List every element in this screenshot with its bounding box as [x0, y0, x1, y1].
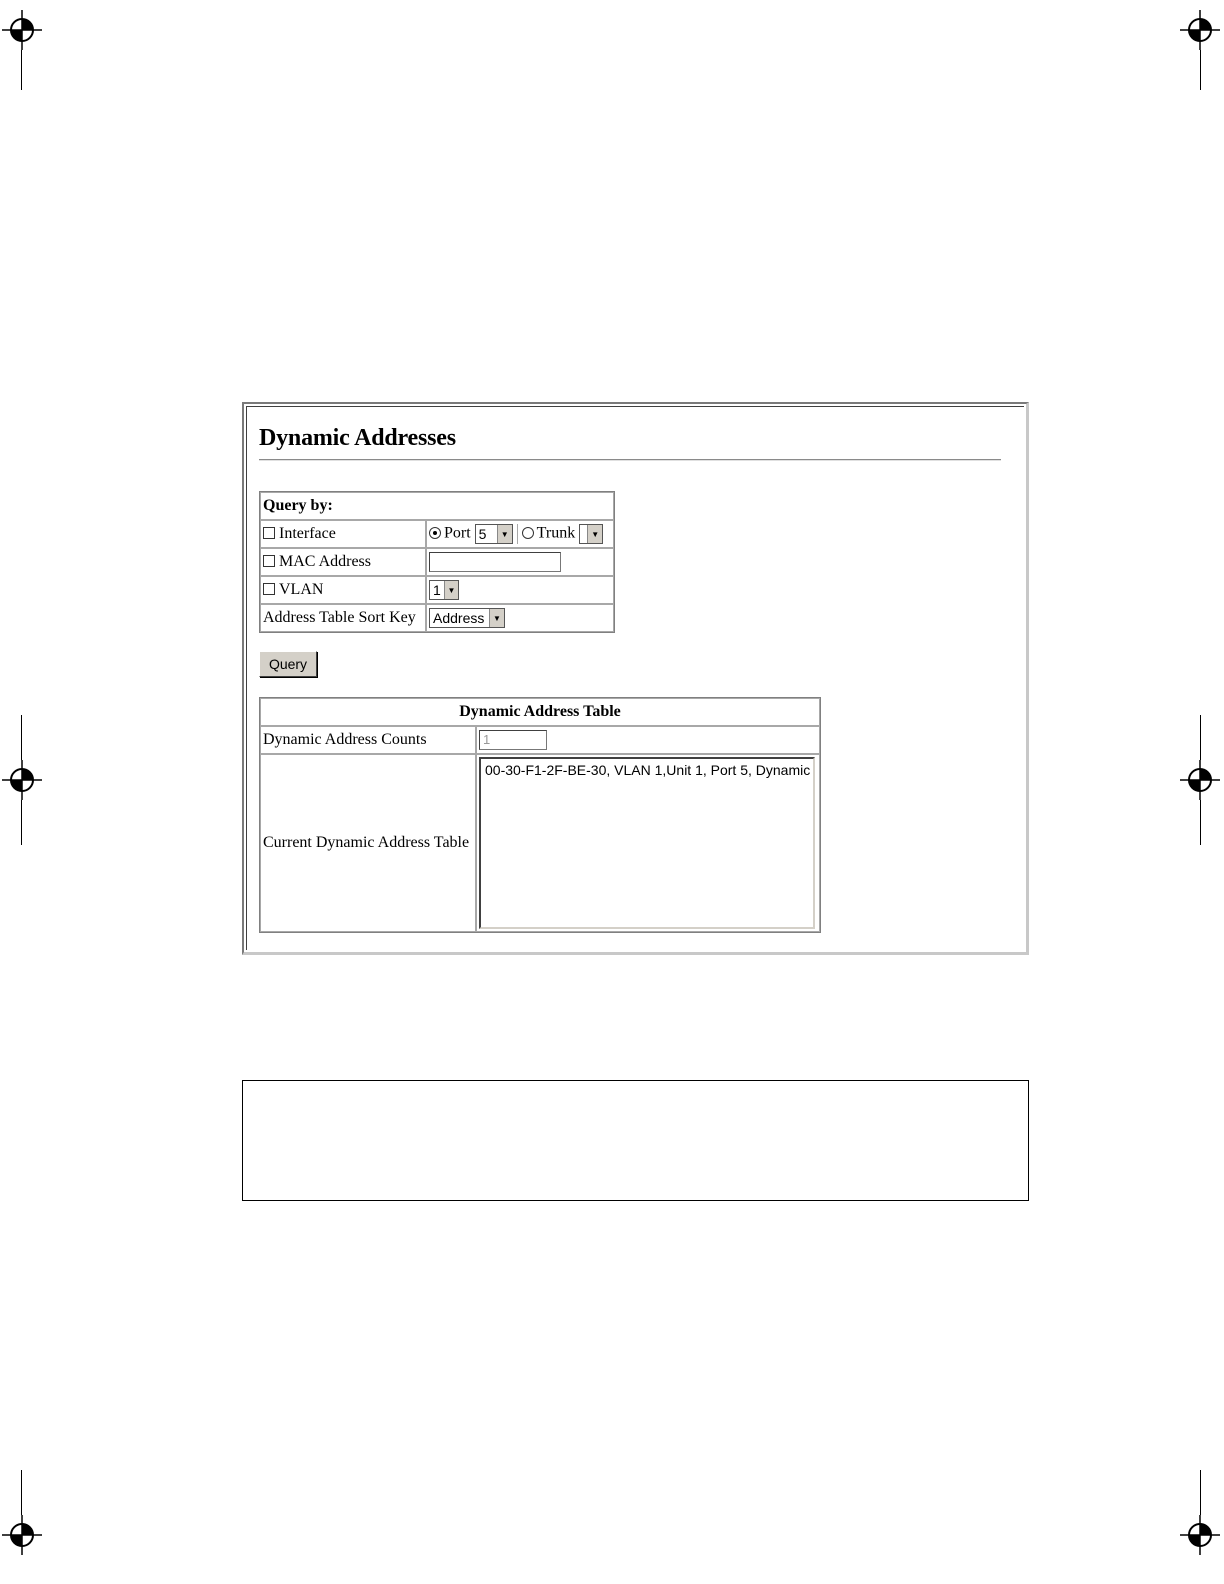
interface-label: Interface: [279, 525, 336, 542]
current-table-label: Current Dynamic Address Table: [260, 754, 476, 932]
page-title: Dynamic Addresses: [259, 425, 456, 451]
vlan-select-cell: [426, 576, 614, 604]
query-by-header: Query by:: [260, 492, 614, 520]
crop-line: [21, 800, 22, 845]
trunk-select[interactable]: [579, 524, 603, 544]
mac-address-input[interactable]: [429, 552, 561, 572]
port-radio[interactable]: [429, 527, 441, 539]
screenshot-frame: [242, 402, 1029, 955]
crop-line: [1200, 1470, 1201, 1515]
triangle-down-icon: ▼: [497, 525, 512, 543]
trunk-radio[interactable]: [522, 527, 534, 539]
sort-key-cell: [426, 604, 614, 632]
dynamic-address-table: [259, 697, 821, 933]
address-count-label: Dynamic Address Counts: [260, 726, 476, 754]
interface-options-cell: [426, 520, 614, 548]
interface-checkbox[interactable]: [263, 527, 275, 539]
crop-line: [21, 50, 22, 90]
vlan-row-label: [260, 576, 426, 604]
web-page: [246, 406, 1024, 950]
registration-mark-icon: [2, 1515, 42, 1555]
crop-line: [1200, 800, 1201, 845]
title-divider: [259, 459, 1001, 461]
crop-line: [21, 715, 22, 760]
sort-key-value: Address: [433, 610, 485, 626]
registration-mark-icon: [1180, 760, 1220, 800]
query-button[interactable]: Query: [259, 651, 317, 677]
crop-line: [1200, 715, 1201, 760]
current-table-cell: [476, 754, 820, 932]
vlan-checkbox[interactable]: [263, 583, 275, 595]
trunk-label: Trunk: [536, 524, 576, 542]
registration-mark-icon: [1180, 1515, 1220, 1555]
note-box: [242, 1080, 1029, 1201]
dynamic-address-table-caption: Dynamic Address Table: [260, 698, 820, 726]
crop-line: [1200, 50, 1201, 90]
registration-mark-icon: [2, 10, 42, 50]
sort-key-label: Address Table Sort Key: [260, 604, 426, 632]
triangle-down-icon: ▼: [444, 581, 458, 599]
port-select[interactable]: [475, 524, 513, 544]
registration-mark-icon: [2, 760, 42, 800]
vlan-select-value: 1: [433, 582, 441, 598]
mac-address-checkbox[interactable]: [263, 555, 275, 567]
port-label: Port: [444, 524, 471, 542]
address-list-box[interactable]: [479, 757, 815, 929]
mac-address-label: MAC Address: [279, 553, 372, 570]
vlan-select[interactable]: [429, 580, 459, 600]
triangle-down-icon: ▼: [489, 609, 504, 627]
trunk-select-value: [580, 525, 587, 543]
mac-input-cell: [426, 548, 614, 576]
address-count-cell: [476, 726, 820, 754]
port-select-value: 5: [478, 526, 487, 542]
address-entry[interactable]: 00-30-F1-2F-BE-30, VLAN 1,Unit 1, Port 5, Dynamic: [485, 762, 811, 778]
crop-line: [21, 1470, 22, 1515]
mac-row-label: [260, 548, 426, 576]
vlan-label: VLAN: [279, 581, 324, 598]
sort-key-select[interactable]: [429, 608, 505, 628]
address-count-field: 1: [479, 730, 547, 750]
registration-mark-icon: [1180, 10, 1220, 50]
query-form-table: [259, 491, 615, 633]
triangle-down-icon: ▼: [587, 525, 602, 543]
interface-row-label: [260, 520, 426, 548]
